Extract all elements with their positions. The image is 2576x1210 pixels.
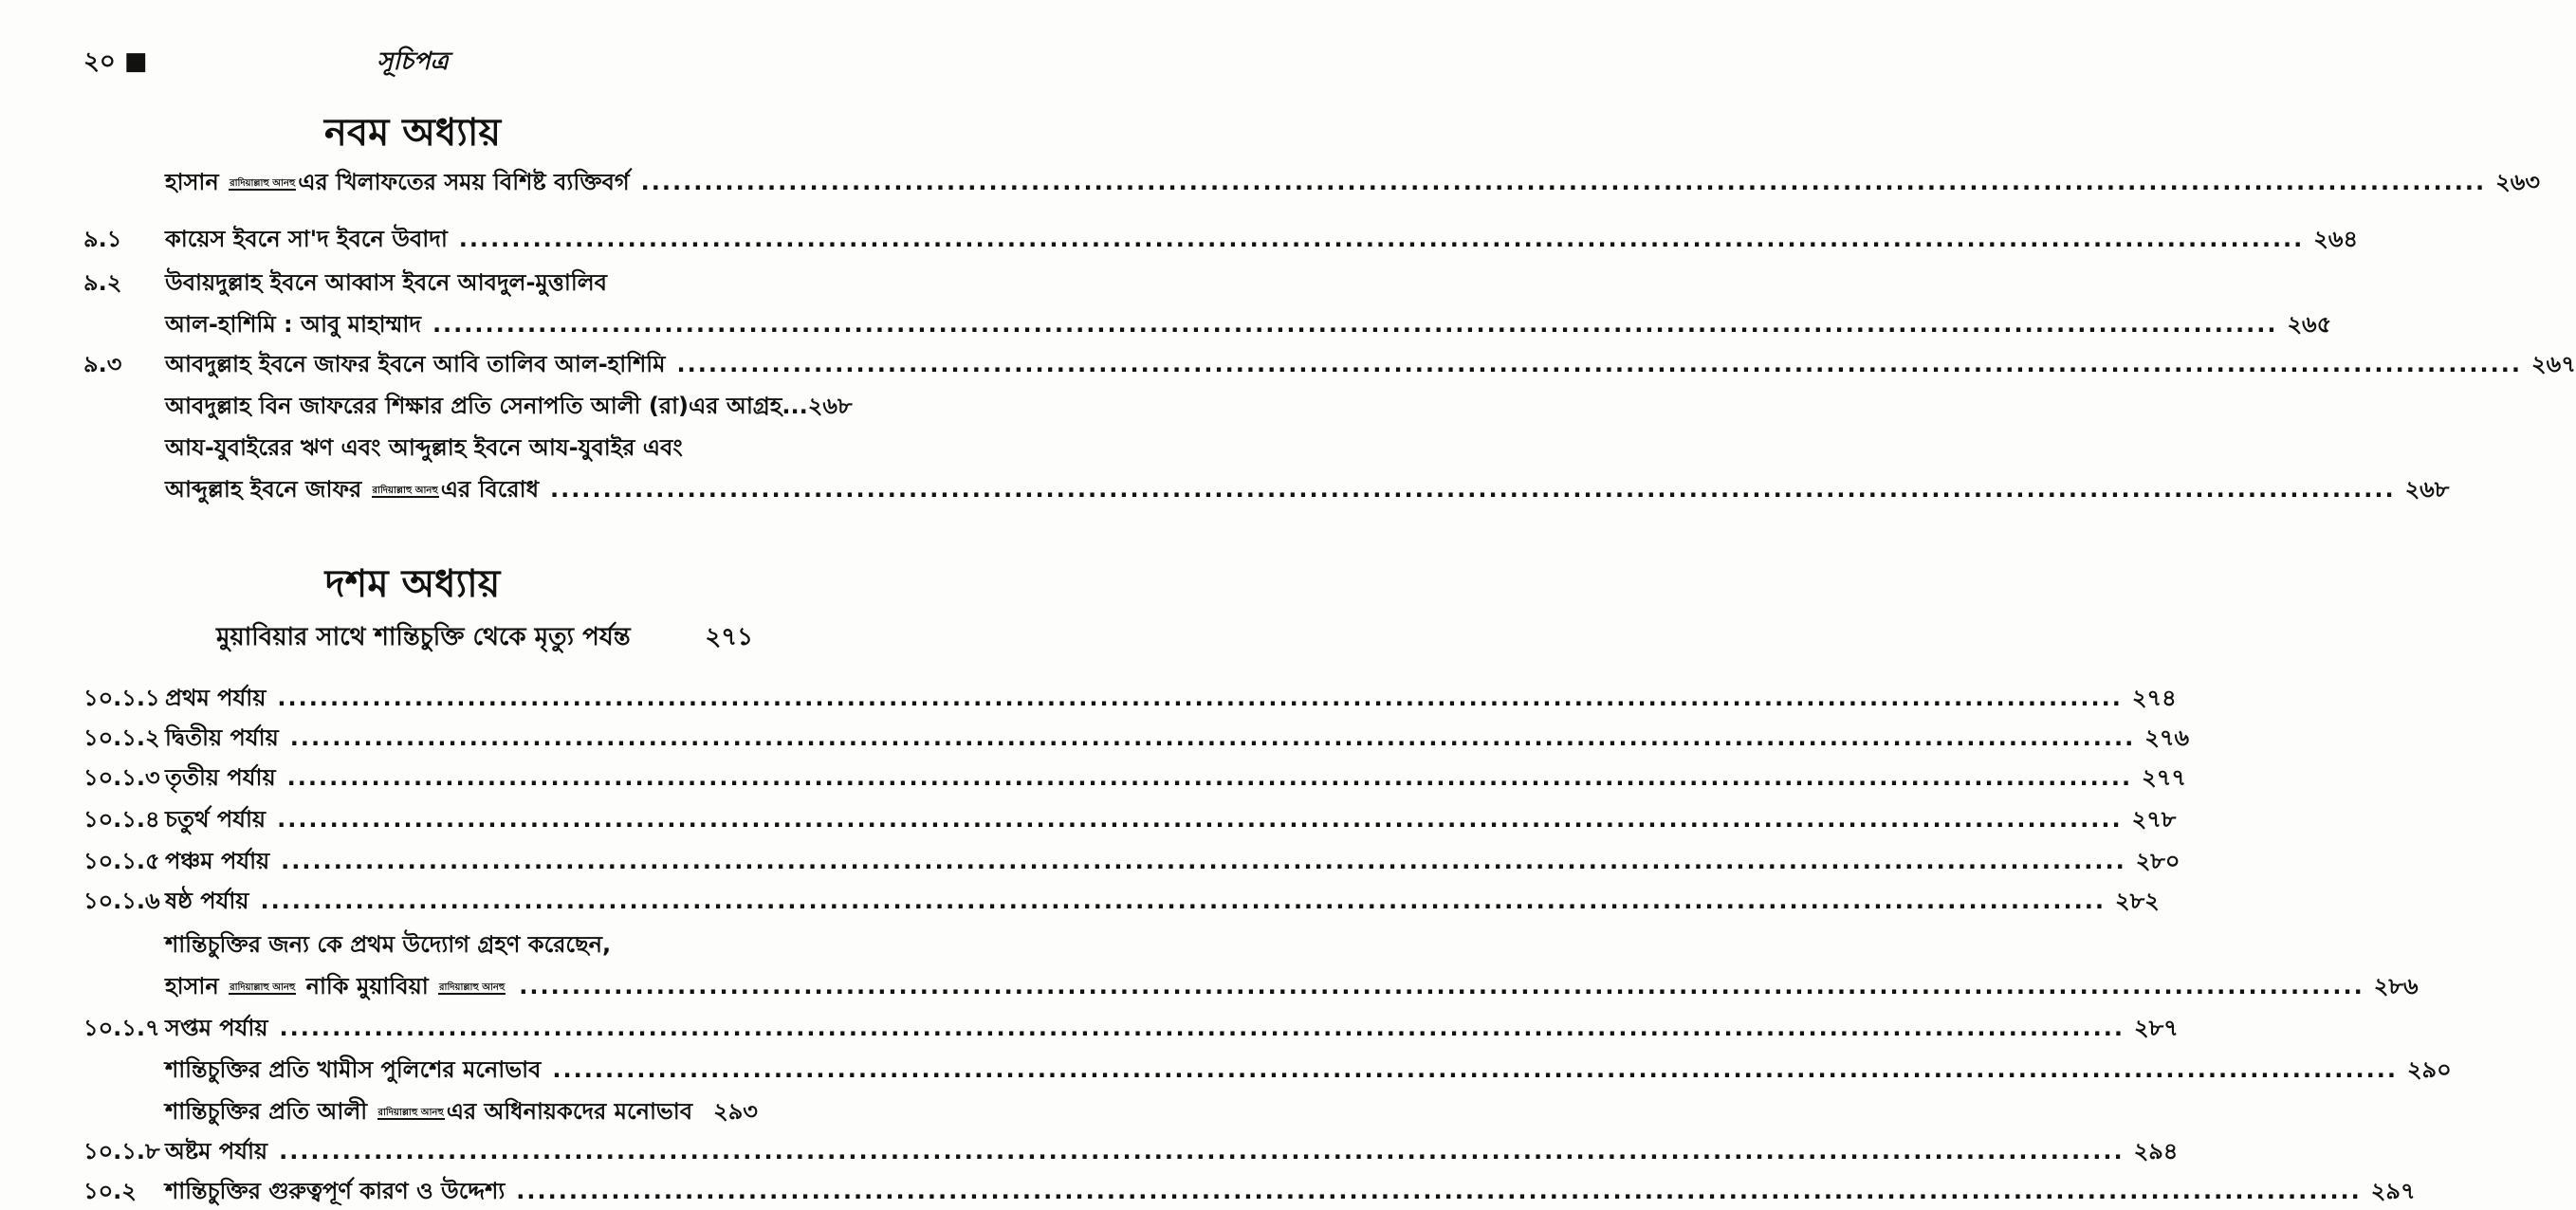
toc-row <box>0 264 825 302</box>
toc-page: ২৮৭ <box>2134 1015 2179 1041</box>
toc-page: ২৯৪ <box>2133 1138 2179 1164</box>
toc-text: আয-যুবাইরের ঋণ এবং আব্দুল্লাহ ইবনে আয-যুবাইর এবং <box>165 434 683 461</box>
toc-number: ১০.১.৪ <box>83 806 160 833</box>
toc-number: ১০.২ <box>83 1178 137 1204</box>
chapter10-title: দশম অধ্যায় <box>324 562 501 606</box>
toc-page: ২৭৪ <box>2131 685 2177 711</box>
toc-number: ৯.২ <box>83 269 122 296</box>
toc-page: ২৯০ <box>2406 1056 2452 1083</box>
toc-number: ৯.৩ <box>83 351 122 377</box>
toc-page: ২৮২ <box>2114 888 2160 914</box>
toc-text: হাসান রাদিয়াল্লাহু আনহু এর খিলাফতের সময় বিশিষ্ট ব্যক্তিবর্গ <box>165 169 630 195</box>
toc-text: পঞ্চম পর্যায় <box>165 848 270 874</box>
toc-text: দ্বিতীয় পর্যায় <box>165 724 279 751</box>
dot-leader <box>641 163 2487 201</box>
toc-number: ১০.১.৫ <box>83 848 160 874</box>
toc-row <box>0 220 2359 258</box>
toc-page: ২৬৮ <box>807 393 853 419</box>
toc-text: শান্তিচুক্তির প্রতি আলী রাদিয়াল্লাহু আনহু এর অধিনায়কদের মনোভাব <box>165 1098 693 1125</box>
toc-row <box>0 926 825 963</box>
salutation-mark: রাদিয়াল্লাহু আনহু <box>230 178 296 189</box>
toc-text: আবদুল্লাহ বিন জাফরের শিক্ষার প্রতি সেনাপতি আলী (রা)এর আগ্রহ... <box>165 393 808 419</box>
toc-text: ষষ্ঠ পর্যায় <box>165 888 249 914</box>
chapter10-subtitle-text: মুয়াবিয়ার সাথে শান্তিচুক্তি থেকে মৃত্যু পর্যন্ত <box>216 623 631 651</box>
toc-row <box>0 967 2419 1005</box>
toc-text: আবদুল্লাহ ইবনে জাফর ইবনে আবি তালিব আল-হাশিমি <box>165 351 666 377</box>
dot-leader <box>277 679 2123 717</box>
toc-number: ১০.১.৭ <box>83 1015 160 1041</box>
salutation-mark: রাদিয়াল্লাহু আনহু <box>372 486 438 496</box>
salutation-mark: রাদিয়াল্লাহু আনহু <box>439 982 506 993</box>
salutation-mark: রাদিয়াল্লাহু আনহু <box>377 1108 444 1118</box>
dot-leader <box>290 719 2136 757</box>
toc-row <box>0 800 2177 838</box>
dot-leader <box>432 305 2278 343</box>
toc-number: ১০.১.১ <box>83 685 160 711</box>
toc-page: ২৬৪ <box>2313 226 2359 252</box>
toc-text: উবায়দুল্লাহ ইবনে আব্বাস ইবনে আবদুল-মুত্তালিব <box>165 269 607 296</box>
dot-leader <box>519 967 2364 1005</box>
toc-row <box>0 1172 2416 1210</box>
toc-text: কায়েস ইবনে সা'দ ইবনে উবাদা <box>165 226 448 252</box>
toc-row <box>0 1009 2179 1047</box>
toc-row <box>0 429 825 467</box>
toc-row <box>0 719 2190 757</box>
dot-leader <box>281 842 2126 880</box>
toc-row <box>0 1051 2452 1089</box>
toc-page: ২৬৭ <box>2531 351 2576 377</box>
dot-leader <box>279 1009 2125 1047</box>
toc-row <box>0 882 2160 920</box>
chapter10-subtitle <box>0 618 825 656</box>
dot-leader <box>550 470 2396 508</box>
toc-page: ২৮০ <box>2135 848 2180 874</box>
toc-text: শান্তিচুক্তির প্রতি খামীস পুলিশের মনোভাব <box>165 1056 542 1083</box>
toc-number: ১০.১.৩ <box>83 764 160 791</box>
toc-number: ১০.১.২ <box>83 724 160 751</box>
toc-page: ২৭৬ <box>2144 724 2190 751</box>
toc-text: আল-হাশিমি : আবু মাহাম্মাদ <box>165 311 421 338</box>
dot-leader <box>277 800 2123 838</box>
toc-text: তৃতীয় পর্যায় <box>165 764 276 791</box>
toc-text: প্রথম পর্যায় <box>165 685 267 711</box>
toc-row <box>0 163 2540 201</box>
toc-text: সপ্তম পর্যায় <box>165 1015 268 1041</box>
toc-row <box>0 387 853 425</box>
dot-leader <box>279 1132 2125 1170</box>
toc-row <box>0 1092 825 1130</box>
toc-text: অষ্টম পর্যায় <box>165 1138 268 1164</box>
chapter9-title: নবম অধ্যায় <box>323 111 502 155</box>
dot-leader <box>459 220 2305 258</box>
dot-leader <box>260 882 2106 920</box>
toc-page: ২৯৩ <box>713 1098 758 1125</box>
toc-row <box>0 1132 2179 1170</box>
toc-page: ২৬৩ <box>2495 169 2540 195</box>
dot-leader <box>287 759 2133 797</box>
dot-leader <box>552 1051 2398 1089</box>
toc-text: চতুর্থ পর্যায় <box>165 806 267 833</box>
toc-row <box>0 345 2576 383</box>
toc-text: হাসান রাদিয়াল্লাহু আনহু নাকি মুয়াবিয়া রাদিয়াল্লাহু আনহু <box>165 973 506 999</box>
header-title: সূচিপত্র <box>377 47 449 76</box>
toc-number: ৯.১ <box>83 226 122 252</box>
toc-row <box>0 305 2332 343</box>
header-page-number: ২০ ■ <box>83 47 148 76</box>
toc-page: ২৭৮ <box>2131 806 2177 833</box>
toc-row <box>0 679 2177 717</box>
toc-number: ১০.১.৮ <box>83 1138 160 1164</box>
dot-leader <box>677 345 2523 383</box>
toc-page: ২৭৭ <box>2142 764 2186 791</box>
toc-row <box>0 470 2450 508</box>
chapter10-subtitle-page: ২৭১ <box>705 623 753 651</box>
toc-page: ২৬৫ <box>2287 311 2332 338</box>
toc-text: আব্দুল্লাহ ইবনে জাফর রাদিয়াল্লাহু আনহু এর বিরোধ <box>165 476 540 503</box>
toc-row <box>0 842 2180 880</box>
toc-page: ২৯৭ <box>2370 1178 2416 1204</box>
toc-row <box>0 759 2186 797</box>
dot-leader <box>516 1172 2362 1210</box>
salutation-mark: রাদিয়াল্লাহু আনহু <box>230 982 296 993</box>
toc-number: ১০.১.৬ <box>83 888 160 914</box>
toc-text: শান্তিচুক্তির জন্য কে প্রথম উদ্যোগ গ্রহণ করেছেন, <box>165 931 612 958</box>
toc-page: ২৬৮ <box>2404 476 2450 503</box>
toc-page: ২৮৬ <box>2373 973 2419 999</box>
toc-text: শান্তিচুক্তির গুরুত্বপূর্ণ কারণ ও উদ্দেশ্য <box>165 1178 506 1204</box>
